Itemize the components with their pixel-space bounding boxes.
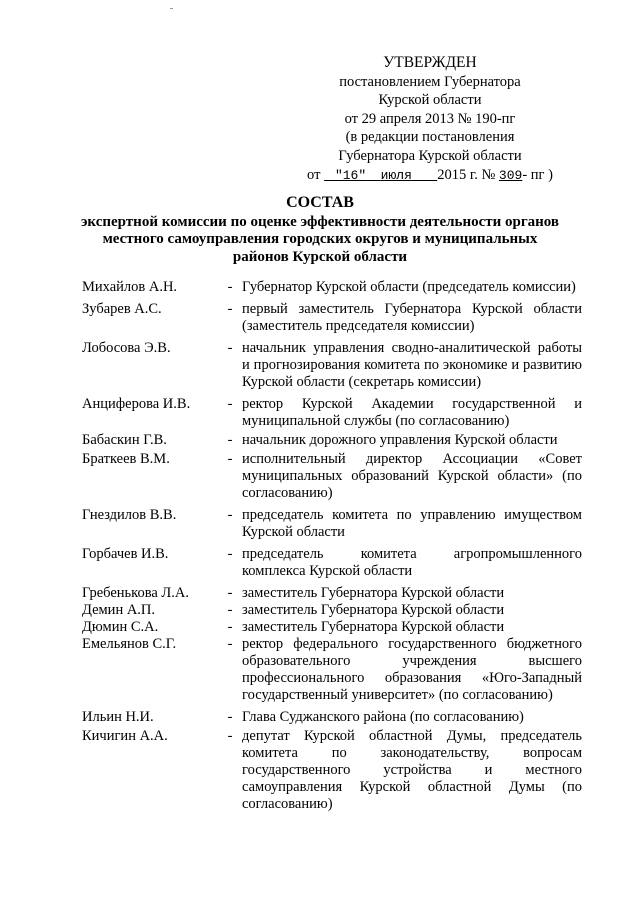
- scan-mark: [170, 8, 173, 9]
- member-name: Браткеев В.М.: [82, 451, 170, 467]
- member-name: Гребенькова Л.А.: [82, 585, 189, 601]
- date-suffix: - пг ): [522, 166, 553, 183]
- member-role: ректор Курской Академии государственной и муниципальной службы (по согласованию): [242, 396, 582, 429]
- approval-line: от 29 апреля 2013 № 190-пг: [344, 110, 516, 127]
- member-row: [82, 728, 582, 813]
- member-role: заместитель Губернатора Курской области: [242, 602, 505, 618]
- member-row: [82, 279, 582, 296]
- member-role: ректор федерального государственного бюджетного образовательного учреждения высшего профессионального образования «Юго-Западный государственный университет» (по согласованию): [242, 636, 582, 703]
- document-title: [60, 194, 580, 266]
- date-month: июля: [380, 167, 412, 183]
- amendment-date-line: [270, 166, 590, 186]
- title-word: СОСТАВ: [286, 194, 354, 211]
- member-row: [82, 340, 582, 391]
- member-name: Лобосова Э.В.: [82, 340, 171, 356]
- member-name: Горбачев И.В.: [82, 546, 169, 562]
- member-row: [82, 546, 582, 580]
- member-row: [82, 301, 582, 335]
- members-list: [82, 279, 582, 813]
- approval-line: Курской области: [378, 92, 482, 109]
- member-row: [82, 507, 582, 541]
- member-dash: -: [227, 546, 233, 562]
- member-dash: -: [227, 636, 233, 652]
- member-dash: -: [227, 728, 233, 744]
- member-row: [82, 602, 582, 619]
- member-dash: -: [227, 619, 233, 635]
- member-name: Зубарев А.С.: [82, 301, 162, 317]
- member-row: [82, 451, 582, 502]
- member-dash: -: [227, 585, 233, 601]
- member-dash: -: [227, 709, 233, 725]
- approval-line: (в редакции постановления: [345, 129, 515, 146]
- approval-line: Губернатора Курской области: [338, 147, 522, 164]
- approval-heading: УТВЕРЖДЕН: [383, 54, 477, 71]
- member-name: Анциферова И.В.: [82, 396, 191, 412]
- member-row: [82, 585, 582, 602]
- member-role: исполнительный директор Ассоциации «Совет муниципальных образований Курской области» (по согласованию): [242, 451, 582, 501]
- member-role: депутат Курской областной Думы, председатель комитета по законодательству, вопросам государственного устройства и местного самоуправления Курской областной Думы (по согласованию): [242, 728, 582, 812]
- member-dash: -: [227, 340, 233, 356]
- member-dash: -: [227, 602, 233, 618]
- member-name: Михайлов А.Н.: [82, 279, 178, 295]
- member-dash: -: [227, 451, 233, 467]
- decree-number: 309: [498, 167, 523, 183]
- date-prefix: от: [307, 166, 321, 183]
- date-day-field: "16" июля: [334, 167, 412, 183]
- member-row: [82, 709, 582, 726]
- approval-block: [270, 54, 590, 185]
- member-name: Бабаскин Г.В.: [82, 432, 167, 448]
- member-name: Дюмин С.А.: [82, 619, 159, 635]
- member-role: Губернатор Курской области (председатель комиссии): [242, 279, 576, 295]
- member-name: Демин А.П.: [82, 602, 156, 618]
- member-dash: -: [227, 507, 233, 523]
- member-role: председатель комитета агропромышленного комплекса Курской области: [242, 546, 582, 579]
- member-role: первый заместитель Губернатора Курской области (заместитель председателя комиссии): [242, 301, 582, 334]
- member-row: [82, 396, 582, 430]
- date-year: 2015 г. №: [437, 166, 496, 183]
- member-name: Емельянов С.Г.: [82, 636, 177, 652]
- member-dash: -: [227, 396, 233, 412]
- member-name: Ильин Н.И.: [82, 709, 154, 725]
- member-role: начальник управления сводно-аналитической работы и прогнозирования комитета по экономике и развитию Курской области (секретарь комиссии): [242, 340, 582, 390]
- approval-line: постановлением Губернатора: [339, 73, 521, 90]
- member-role: Глава Суджанского района (по согласованию): [242, 709, 524, 725]
- member-row: [82, 432, 582, 449]
- member-role: начальник дорожного управления Курской области: [242, 432, 558, 448]
- title-line: районов Курской области: [232, 248, 408, 265]
- member-dash: -: [227, 432, 233, 448]
- member-dash: -: [227, 279, 233, 295]
- title-line: экспертной комиссии по оценке эффективности деятельности органов: [80, 213, 560, 230]
- member-dash: -: [227, 301, 233, 317]
- title-line: местного самоуправления городских округов и муниципальных: [102, 231, 538, 247]
- member-role: заместитель Губернатора Курской области: [242, 585, 505, 601]
- member-role: председатель комитета по управлению имуществом Курской области: [242, 507, 582, 540]
- member-row: [82, 636, 582, 704]
- member-row: [82, 619, 582, 636]
- member-name: Кичигин А.А.: [82, 728, 168, 744]
- member-name: Гнездилов В.В.: [82, 507, 177, 523]
- member-role: заместитель Губернатора Курской области: [242, 619, 505, 635]
